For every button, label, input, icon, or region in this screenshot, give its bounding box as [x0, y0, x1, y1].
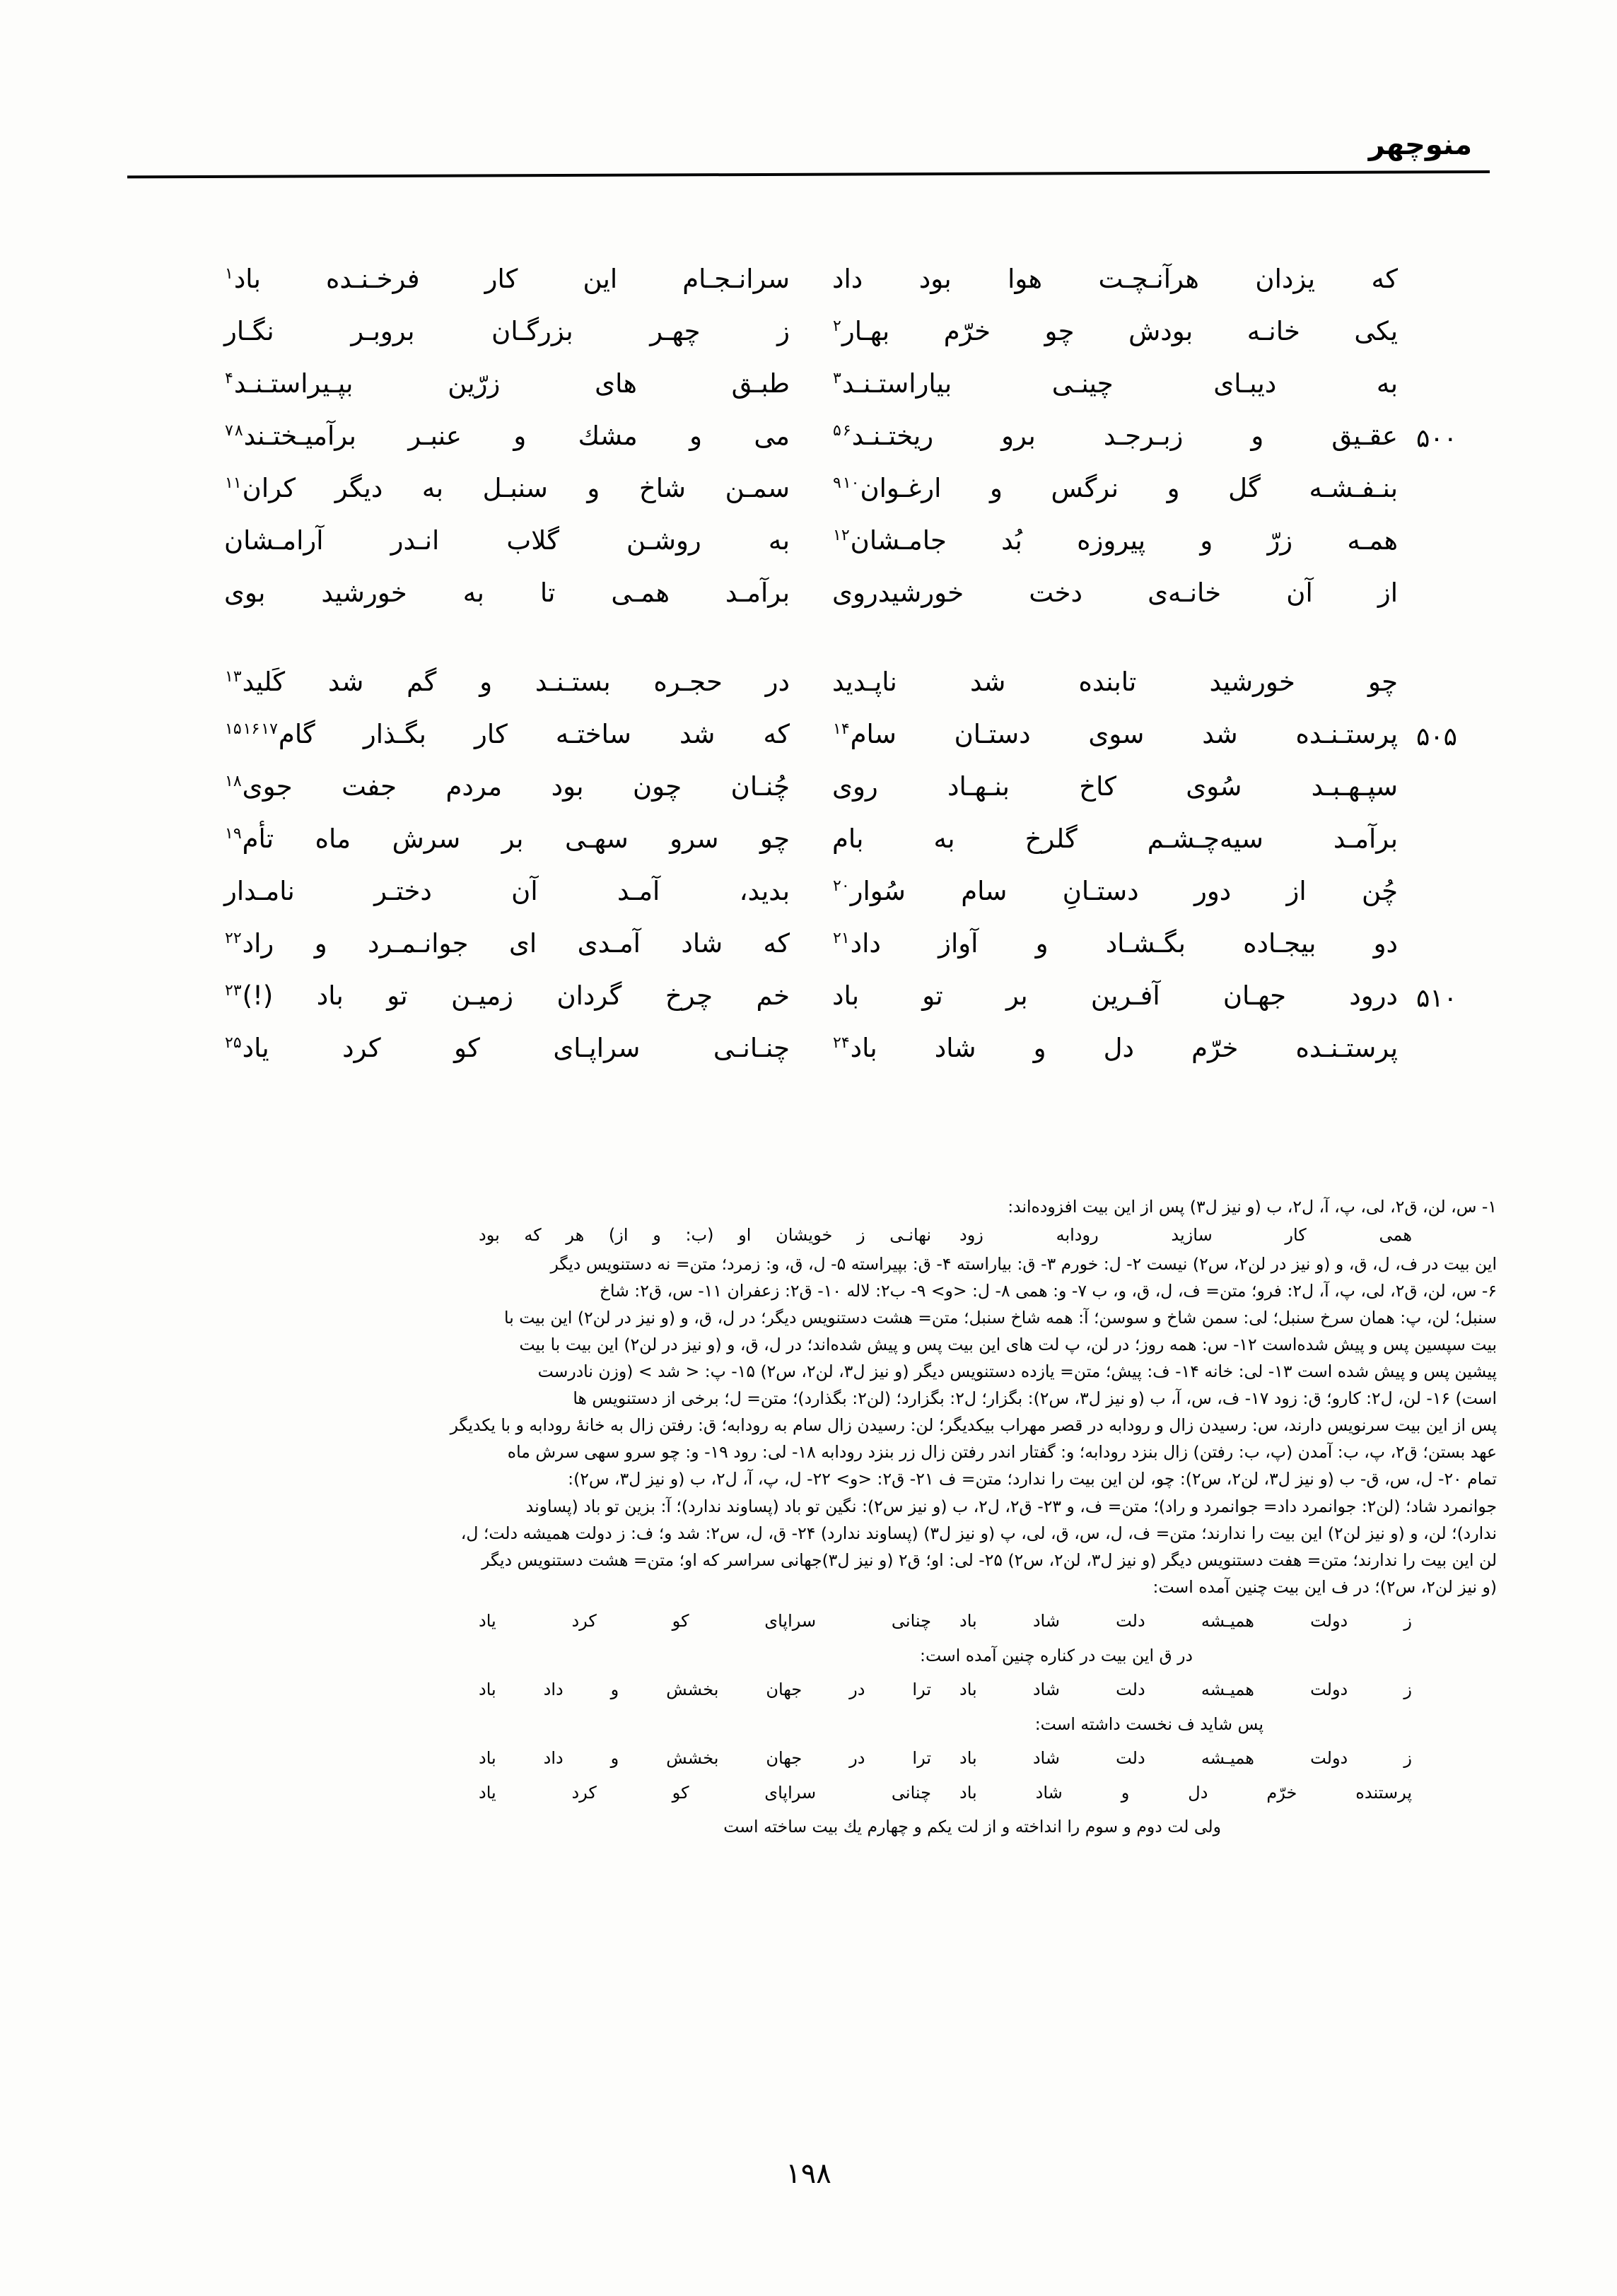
hemistich-right: عقـیق و زبـرجـد برو ریختـنـد$^{۵۶}$ [833, 421, 1398, 451]
footnote-marker: ۱ [225, 264, 233, 283]
verse-number: ۵۱۰ [1415, 984, 1457, 1013]
hemistich-left: که شاد آمـدی ای جوانـمـرد و راد$^{۲۲}$ [225, 928, 790, 959]
verse-line [141, 978, 1476, 1031]
verse-line [141, 874, 1476, 926]
apparatus-verse-quote [120, 1745, 1497, 1772]
footnote-marker: ۱۱ [225, 474, 242, 492]
hemistich-right: سپـهـبـد سُوی کاخ بنـهـاد روی [832, 771, 1398, 802]
footnote-marker: ۱۳ [225, 667, 242, 686]
apparatus-line: عهد بستن؛ ق۲، پ، ب: آمدن (پ، ب: رفتن) زال بنزد رودابه؛ و: گفتار اندر رفتن زال زر بنزد رودابه ۱۸- لی: رود ۱۹- و: چو سرو سهی سرش ماه [507, 1442, 1497, 1463]
footnote-marker: ۲ [833, 317, 841, 335]
apparatus-verse-quote [120, 1607, 1497, 1635]
footnote-marker: ۱۴ [833, 720, 850, 738]
verse-number [1398, 769, 1476, 775]
apparatus-line: تمام ۲۰- ل، س، ق- ب (و نیز ل۳، لن۲، س۲): چو، لن این بیت را ندارد؛ متن= ف ۲۱- ق۲: <و> ۲۲- ل، پ، آ، ل۲، ب (و نیز ل۳، س۲): [568, 1469, 1497, 1489]
hemistich-right: پرستـنـده شد سوی دستـان سام$^{۱۴}$ [833, 719, 1398, 749]
hemistich-left: به روشـن گلاب انـدر آرامـشان [224, 525, 790, 556]
footnote-marker: ۴ [225, 369, 233, 387]
footnote-marker: ۵ [833, 421, 841, 440]
hemistich-left: در حجـره بستـنـد و گم شد کَلید$^{۱۳}$ [225, 667, 790, 697]
apparatus-line: (و نیز لن۲، س۲)؛ در ف این بیت چنین آمده است: [1152, 1576, 1497, 1597]
hemistich-right: از آن خانـه‌ی دخت خورشیدروی [832, 578, 1398, 608]
footnote-marker: ۱۵ [225, 720, 242, 738]
verse-number: ۵۰۰ [1415, 424, 1457, 453]
hemistich-right: بنـفـشـه گل و نرگس و ارغـوان$^{۹۱۰}$ [833, 473, 1398, 503]
hemistich-left: برآمـد همـی تا به خورشید بوی [224, 578, 790, 608]
footnote-marker: ۹ [833, 474, 841, 492]
stanza-one [141, 262, 1476, 628]
footnote-marker: ۱۹ [225, 824, 242, 843]
apparatus-line: این بیت در ف، ل، ق، و (و نیز در لن۲، س۲) نیست ۲- ل: خورم ۳- ق: بیاراسته ۴- ق: بپیراسته ۵- ل، ق، و: زمرد؛ متن= نه دستنویس دیگر [550, 1253, 1497, 1274]
apparatus-verse-quote [120, 1676, 1497, 1704]
footnote-marker: ۱۲ [833, 526, 850, 544]
verse-number [1398, 664, 1476, 670]
verse-number [1398, 471, 1476, 476]
hemistich-right: چو خورشید تابنده شد ناپـدید [832, 667, 1398, 697]
hemistich-right: یکی خانـه بودش چو خرّم بهـار$^۲$ [833, 316, 1398, 346]
apparatus-line: است) ۱۶- لن، ل۲: کارو؛ ق: زود ۱۷- ف، س، آ، ب (و نیز ل۳، س۲): بگزار؛ ل۲: بگزارد؛ (لن۲: بگذارد)؛ متن= ل؛ برخی از دستنویس ها [573, 1388, 1497, 1409]
verse-line [141, 926, 1476, 978]
apparatus-hemistich: ز دولت همیـشه دلت شاد باد [959, 1610, 1412, 1631]
hemistich-left: ز چهـر بزرگـان بروبـر نگـار [224, 316, 790, 346]
verse-number [1398, 821, 1476, 827]
hemistich-right: درود جهـان آفـرین بر تو باد [832, 980, 1398, 1011]
verse-number [1398, 1031, 1476, 1036]
verse-line [141, 769, 1476, 821]
footnote-marker: ۱۷ [261, 720, 278, 738]
hemistich-left: چنـانـی سراپـای کو کرد یاد$^{۲۵}$ [225, 1033, 790, 1063]
apparatus-hemistich: ز دولت همیـشه دلت شاد باد [959, 1679, 1412, 1699]
apparatus-hemistich: ز دولت همیـشه دلت شاد باد [959, 1747, 1412, 1768]
footnote-marker: ۲۰ [833, 877, 850, 895]
stanza-two [141, 664, 1476, 1083]
apparatus-hemistich: ترا در جهان بخشش و داد باد [479, 1679, 931, 1699]
apparatus-criticus [120, 1193, 1497, 1840]
hemistich-right: که یزدان هرآنـچـت هوا بود داد [832, 264, 1398, 294]
apparatus-verse-quote [120, 1779, 1497, 1807]
footnote-marker: ۱۸ [225, 772, 242, 790]
apparatus-hemistich: همی کار سازید رودابه زود [959, 1225, 1412, 1246]
verse-number [1398, 926, 1476, 932]
apparatus-line: پیشین پس و پیش شده است ۱۳- لی: خانه ۱۴- ف: پیش؛ متن= یازده دستنویس دیگر (و نیز ل۳، لن۲، س۲) ۱۵- پ: < شد > (وزن نادرست [537, 1361, 1497, 1382]
hemistich-right: چُن از دور دستـانِ سام سُوار$^{۲۰}$ [833, 876, 1398, 906]
apparatus-line: ندارد)؛ لن، و (و نیز لن۲) این بیت را ندارند؛ متن= ف، ل، س، ق، لی، پ (و نیز ل۳) (پساوند ندارد) ۲۴- ق، ل، س۲: شد و؛ ف: ز دولت همیشه دلت؛ ل، [460, 1523, 1497, 1543]
apparatus-line: ۱- س، لن، ق۲، لی، پ، آ، ل۲، ب (و نیز ل۳) پس از این بیت افزوده‌اند: [1008, 1197, 1497, 1217]
verse-number [1398, 366, 1476, 372]
hemistich-left: خم چرخ گردان زمیـن تو باد (!)$^{۲۳}$ [225, 980, 790, 1011]
footnote-marker: ۳ [833, 369, 841, 387]
page-number: ۱۹۸ [786, 2157, 831, 2190]
apparatus-line: جوانمرد شاد؛ (لن۲: جوانمرد داد= جوانمرد و راد)؛ متن= ف، و ۲۳- ق۲، ل۲، ب (و نیز س۲): نگین تو باد (پساوند ندارد)؛ آ: بزین تو باد (پساوند [525, 1496, 1497, 1516]
apparatus-line: پس از این بیت سرنویس دارند، س: رسیدن زال و رودابه در قصر مهراب بیکدیگر؛ لن: رسیدن زال سام به رودابه؛ ق: رفتن زال به خانهٔ رودابه و با یکدیگر [450, 1415, 1497, 1436]
hemistich-left: بدید، آمـد آن دختـر نامـدار [224, 876, 790, 906]
verse-line [141, 575, 1476, 628]
verse-line [141, 366, 1476, 418]
apparatus-hemistich: ترا در جهان بخشش و داد باد [479, 1747, 931, 1768]
footnote-marker: ۱۰ [842, 474, 860, 492]
hemistich-left: طبـق های زرّین بپـیراستـنـد$^۴$ [225, 368, 790, 399]
footnote-marker: ۲۵ [225, 1033, 242, 1052]
verse-number [1398, 874, 1476, 879]
hemistich-left: سمـن شاخ و سنبـل به دیگر کران$^{۱۱}$ [225, 473, 790, 503]
header-rule [127, 170, 1490, 178]
apparatus-line: سنبل؛ لن، پ: همان سرخ سنبل؛ لی: سمن شاخ و سوسن؛ آ: همه شاخ سنبل؛ متن= هشت دستنویس دیگر؛ در ل، ق، و (و نیز در لن۲) این بیت با [504, 1308, 1497, 1328]
hemistich-left: که شد ساختـه کار بگـذار گام$^{۱۵۱۶۱۷}$ [225, 719, 790, 749]
verse-line [141, 717, 1476, 769]
hemistich-right: برآمـد سیه‌چـشـم گلرخ به بام [832, 824, 1398, 854]
footnote-marker: ۸ [234, 421, 243, 440]
verse-line [141, 262, 1476, 314]
hemistich-left: می و مشك و عنبـر برآمیـختـند$^{۷۸}$ [225, 421, 790, 451]
apparatus-line: در ق این بیت در کناره چنین آمده است: [920, 1645, 1193, 1665]
footnote-marker: ۷ [225, 421, 233, 440]
verse-line [141, 314, 1476, 366]
footnote-marker: ۲۲ [225, 929, 242, 947]
running-title: منوچهر [1368, 129, 1472, 161]
footnote-marker: ۲۳ [225, 981, 242, 1000]
verse-number: ۵۰۵ [1415, 722, 1457, 751]
hemistich-left: سرانـجـام این کار فرخـنـده باد$^۱$ [225, 264, 790, 294]
apparatus-line: لن این بیت را ندارند؛ متن= هفت دستنویس دیگر (و نیز ل۳، لن۲، س۲) ۲۵- لی: او؛ ق۲ (و نیز ل۳)جهانی سراسر که او؛ متن= هشت دستنویس دیگر [481, 1550, 1497, 1570]
apparatus-verse-quote [120, 1222, 1497, 1249]
apparatus-line: بیت سپسین پس و پیش شده‌است ۱۲- س: همه روز؛ در لن، پ لت های این بیت پس و پیش شده‌اند؛ در ل، ق، و (و نیز در لن۲) این بیت با بیت [519, 1335, 1497, 1355]
footnote-marker: ۲۱ [833, 929, 850, 947]
verse-area [141, 262, 1476, 1120]
verse-number [1398, 523, 1476, 529]
footnote-marker: ۲۴ [833, 1033, 850, 1052]
hemistich-right: به دیبـای چینـی بیاراستـنـد$^۳$ [833, 368, 1398, 399]
apparatus-line: ۶- س، لن، ق۲، لی، پ، آ، ل۲: فرو؛ متن= ف، ل، ق، و، ب ۷- و: همی ۸- ل: <و> ۹- ب۲: لاله ۱۰- ق۲: زعفران ۱۱- س، ق۲: شاخ [599, 1281, 1497, 1301]
verse-number [1398, 262, 1476, 267]
hemistich-left: چُنـان چون بود مردم جفت جوی$^{۱۸}$ [225, 771, 790, 802]
apparatus-line: پس شاید ف نخست داشته است: [1034, 1714, 1263, 1734]
apparatus-hemistich: نهانـی ز خویشان او (ب: و از) هر که بود [479, 1225, 931, 1246]
running-head-area [127, 131, 1490, 194]
verse-line [141, 1031, 1476, 1083]
apparatus-hemistich: چنانی سراپای کو کرد یاد [479, 1782, 931, 1803]
apparatus-line: ولی لت دوم و سوم را انداخته و از لت یکم و چهارم یك بیت ساخته است [723, 1817, 1221, 1837]
apparatus-hemistich: پرستنده خرّم دل و شاد باد [959, 1782, 1412, 1803]
footnote-marker: ۶ [842, 421, 851, 440]
verse-line [141, 821, 1476, 874]
footnote-marker: ۱۶ [243, 720, 260, 738]
verse-line [141, 418, 1476, 471]
verse-number [1398, 314, 1476, 320]
verse-line [141, 523, 1476, 575]
hemistich-right: دو بیجـاده بگـشـاد و آواز داد$^{۲۱}$ [833, 928, 1398, 959]
verse-number [1398, 575, 1476, 581]
hemistich-right: همـه زرّ و پیروزه بُد جامـشان$^{۱۲}$ [833, 525, 1398, 556]
apparatus-hemistich: چنانی سراپای کو کرد یاد [479, 1610, 931, 1631]
hemistich-right: پرستـنـده خرّم دل و شاد باد$^{۲۴}$ [833, 1033, 1398, 1063]
hemistich-left: چو سرو سهـی بر سرش ماه تأم$^{۱۹}$ [225, 824, 790, 854]
verse-line [141, 664, 1476, 717]
verse-line [141, 471, 1476, 523]
